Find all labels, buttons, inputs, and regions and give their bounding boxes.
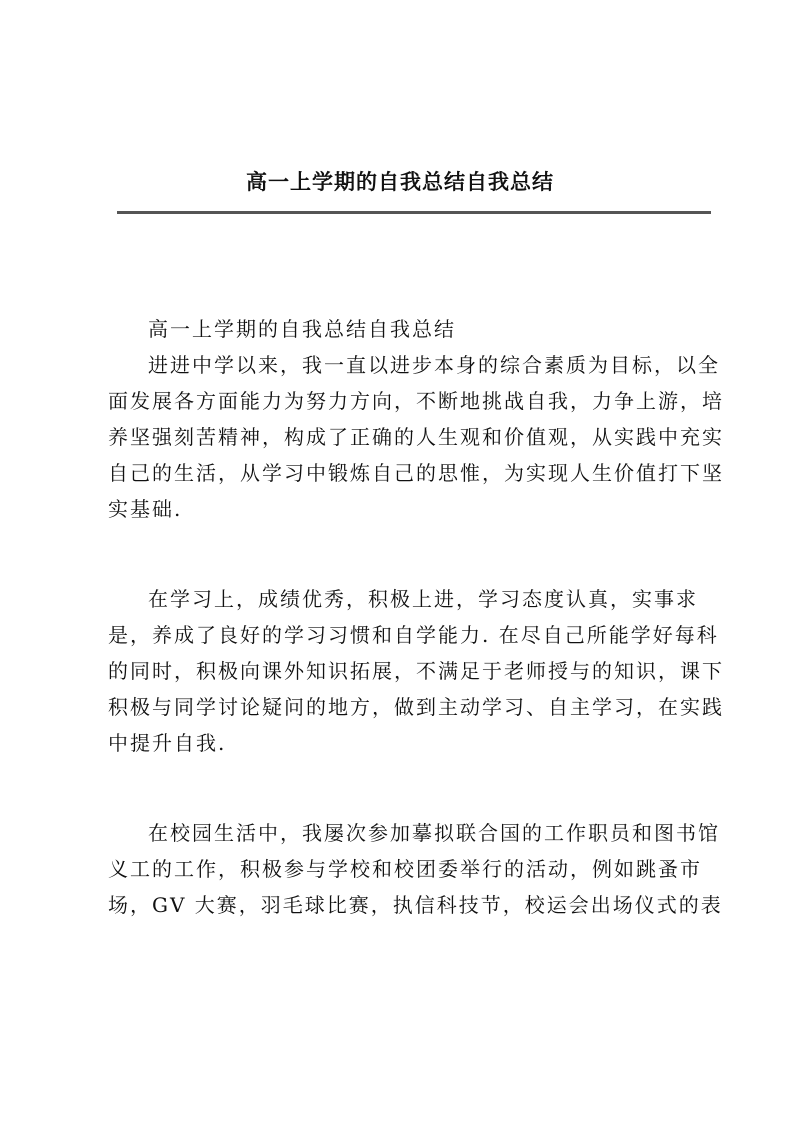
paragraph-line: 养坚强刻苦精神，构成了正确的人生观和价值观，从实践中充实 xyxy=(108,425,724,449)
paragraph-line: 是，养成了良好的学习习惯和自学能力. 在尽自己所能学好每科 xyxy=(108,623,719,647)
paragraph-line: 面发展各方面能力为努力方向，不断地挑战自我，力争上游，培 xyxy=(108,389,724,413)
document-title: 高一上学期的自我总结自我总结 xyxy=(246,169,554,194)
paragraph-line: 在学习上，成绩优秀，积极上进，学习态度认真，实事求 xyxy=(148,587,698,611)
document-subtitle: 高一上学期的自我总结自我总结 xyxy=(148,317,456,341)
paragraph-line: 义工的工作，积极参与学校和校团委举行的活动，例如跳蚤市 xyxy=(108,857,702,881)
paragraph-2 xyxy=(108,584,724,758)
paragraph-3 xyxy=(108,818,723,920)
paragraph-line: 实基础. xyxy=(108,497,183,521)
paragraph-line: 在校园生活中，我屡次参加摹拟联合国的工作职员和图书馆 xyxy=(148,821,720,845)
paragraph-line: 场，GV 大赛，羽毛球比赛，执信科技节，校运会出场仪式的表 xyxy=(108,893,723,917)
paragraph-1 xyxy=(108,350,724,524)
paragraph-line: 积极与同学讨论疑问的地方，做到主动学习、自主学习，在实践 xyxy=(108,695,724,719)
paragraph-line: 中提升自我. xyxy=(108,731,227,755)
paragraph-line: 自己的生活，从学习中锻炼自己的思惟，为实现人生价值打下坚 xyxy=(108,461,724,485)
paragraph-line: 的同时，积极向课外知识拓展，不满足于老师授与的知识，课下 xyxy=(108,659,724,683)
document-body xyxy=(108,314,724,926)
title-divider xyxy=(117,211,711,214)
paragraph-line: 进进中学以来，我一直以进步本身的综合素质为目标，以全 xyxy=(148,353,720,377)
